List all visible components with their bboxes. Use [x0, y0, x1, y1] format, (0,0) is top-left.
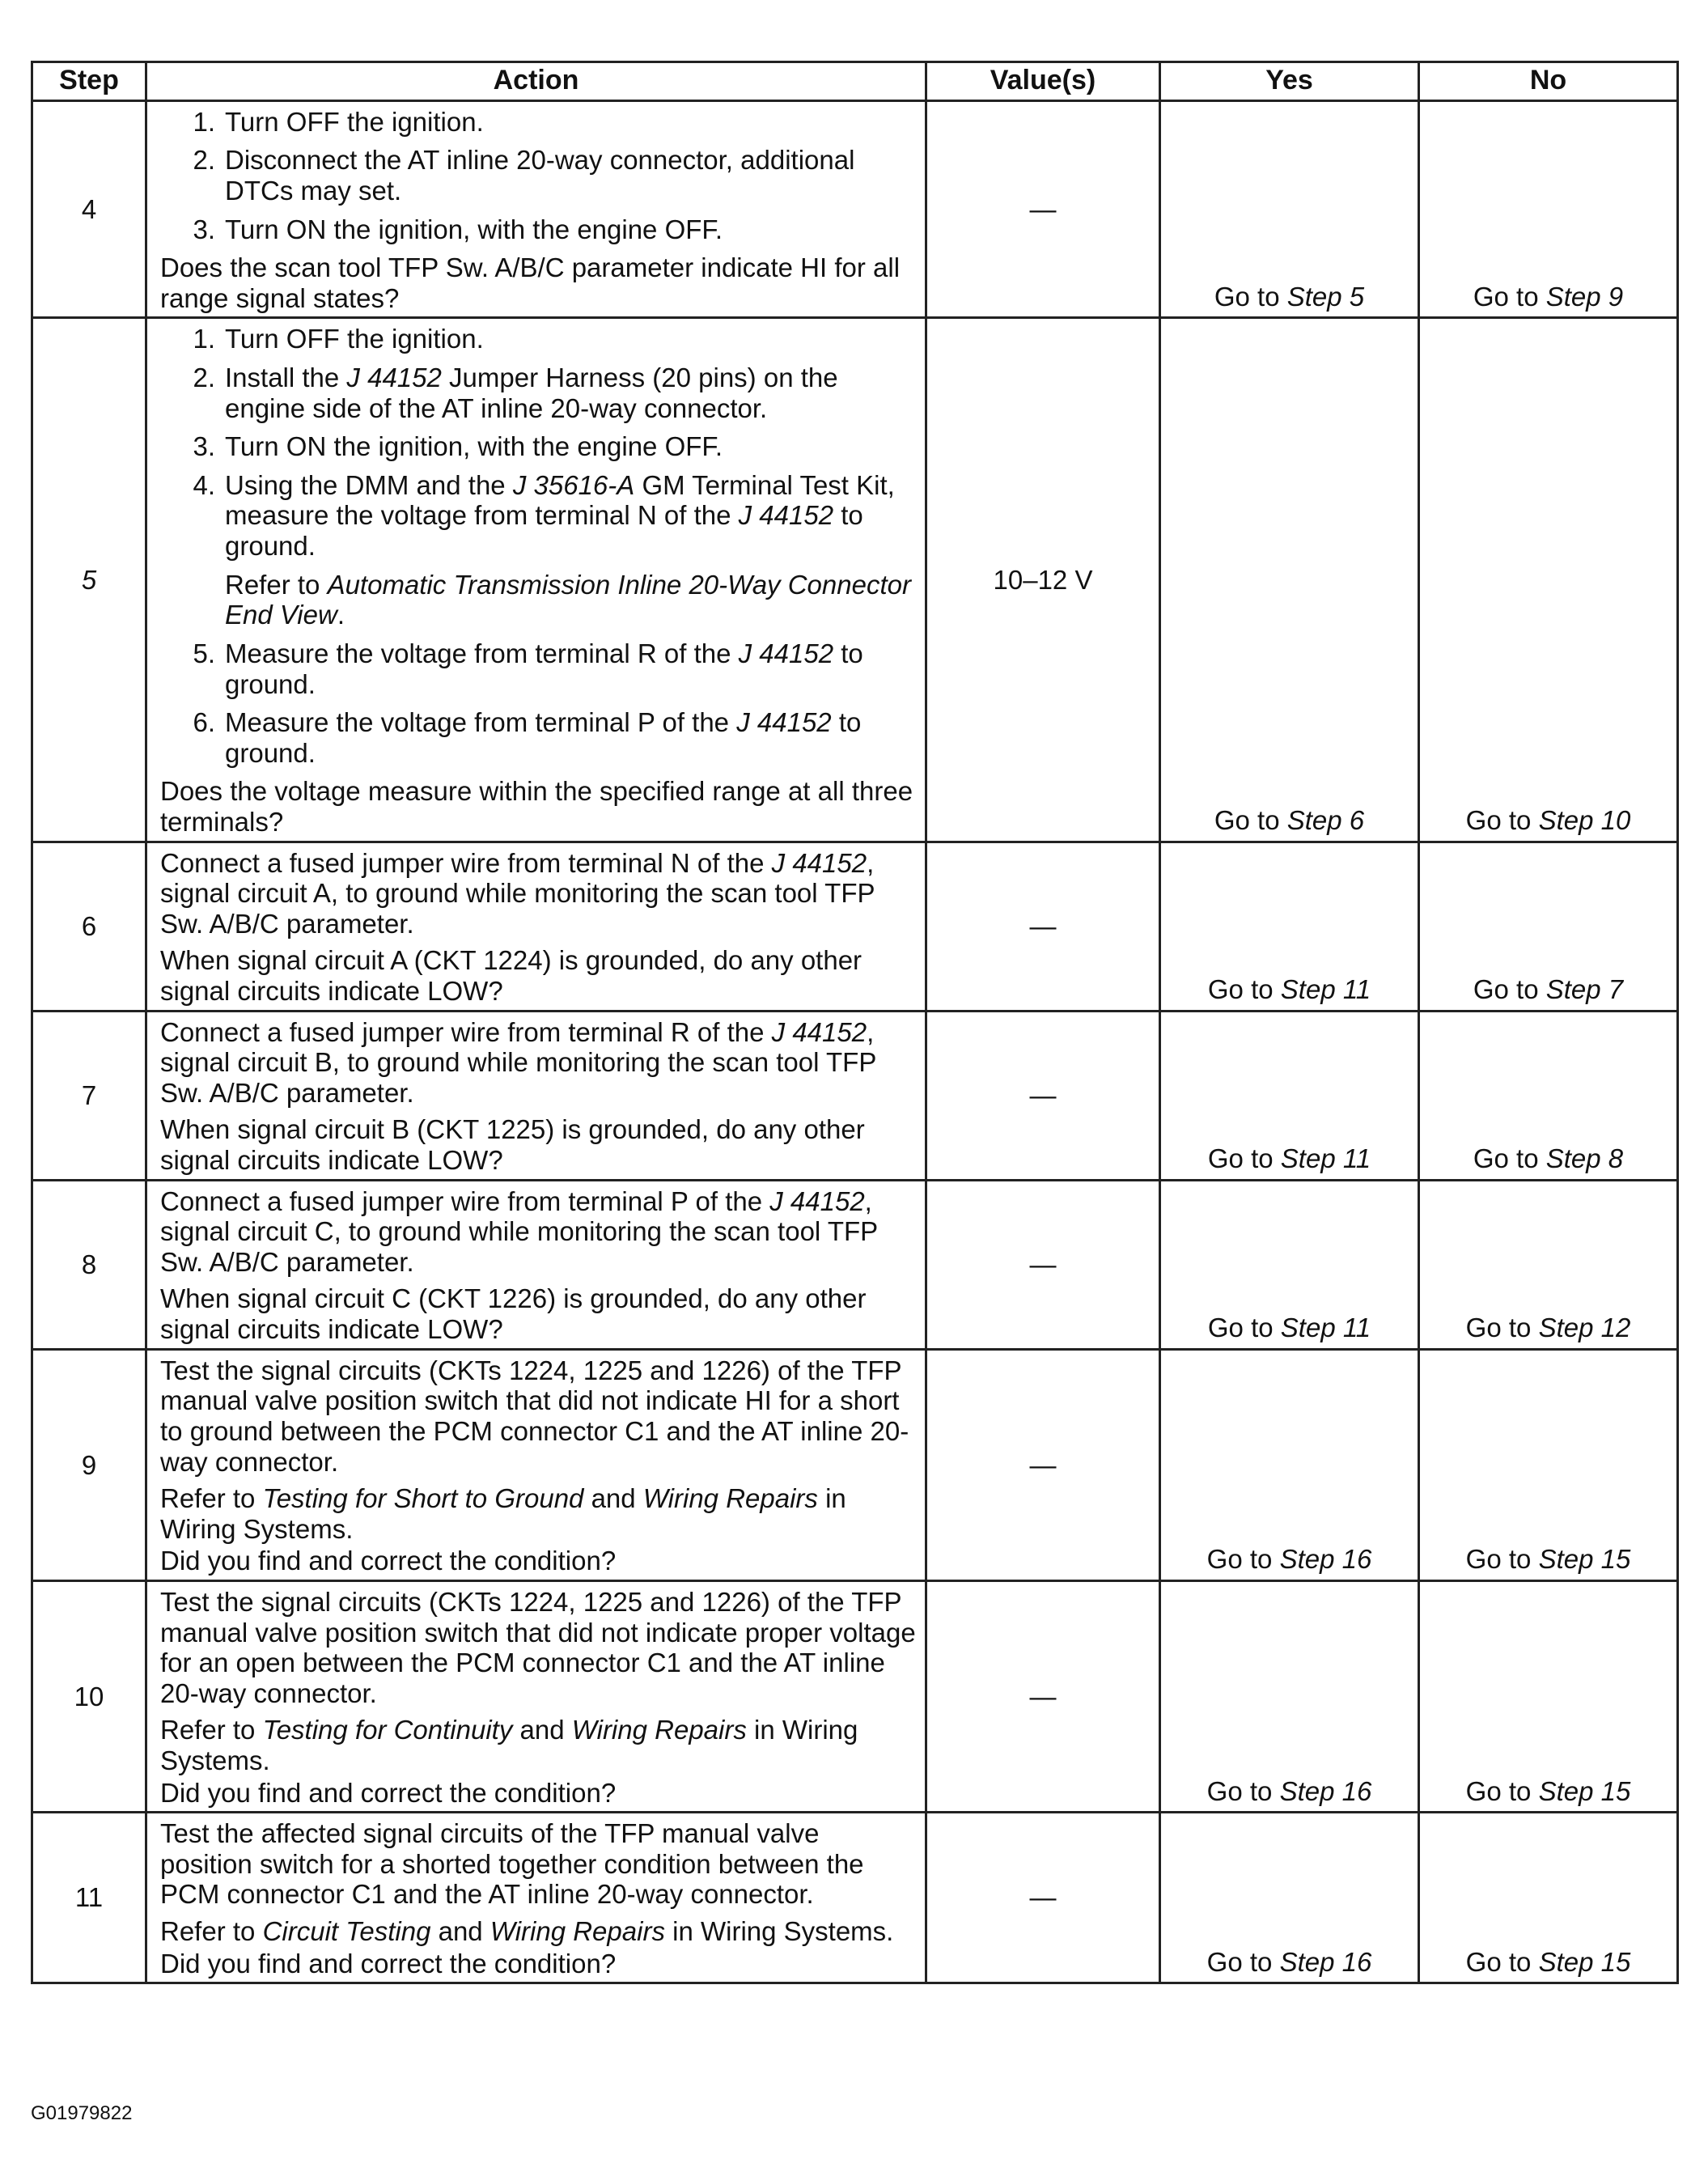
text-run: in Wiring Systems.	[160, 1483, 846, 1544]
text-run: and	[583, 1483, 643, 1514]
no-goto-prefix: Go to	[1465, 1544, 1539, 1575]
action-paragraph	[160, 1017, 917, 1109]
text-run: Did you find and correct the condition?	[160, 1948, 617, 1979]
action-paragraph	[160, 1283, 917, 1344]
table-row	[32, 1349, 1678, 1580]
action-cell	[146, 1813, 926, 1983]
no-goto-step-link[interactable]: Step 15	[1538, 1946, 1631, 1977]
substep-item	[160, 214, 917, 245]
no-goto-step-link[interactable]: Step 10	[1538, 804, 1631, 835]
substep-number: 2.	[193, 145, 215, 176]
substep-number: 1.	[193, 106, 215, 137]
no-goto-step-link[interactable]: Step 7	[1545, 973, 1624, 1004]
substep-item	[160, 707, 917, 768]
action-cell	[146, 1011, 926, 1180]
italic-reference: J 44152	[771, 1016, 867, 1047]
text-run: to ground.	[225, 500, 863, 562]
italic-reference: J 44152	[346, 363, 442, 393]
no-goto-prefix: Go to	[1465, 1946, 1539, 1977]
text-run: .	[337, 600, 345, 630]
text-run: Jumper Harness (20 pins) on the engine side of the AT inline 20-way connector.	[225, 363, 838, 423]
text-run: When signal circuit A (CKT 1224) is grounded, do any other signal circuits indicate LOW?	[160, 945, 862, 1006]
no-cell	[1419, 1813, 1678, 1983]
italic-reference: Wiring Repairs	[571, 1715, 747, 1745]
italic-reference: Wiring Repairs	[642, 1483, 818, 1514]
no-goto-step-link[interactable]: Step 9	[1545, 281, 1624, 312]
text-run: Refer to	[225, 569, 328, 600]
value-cell: —	[926, 1349, 1160, 1580]
no-goto-prefix: Go to	[1465, 1775, 1539, 1806]
no-cell	[1419, 318, 1678, 842]
no-cell	[1419, 1580, 1678, 1812]
yes-cell	[1160, 1813, 1419, 1983]
text-run: GM Terminal Test Kit, measure the voltage from terminal N of the	[225, 469, 895, 531]
text-run: Connect a fused jumper wire from terminal N of the	[160, 847, 772, 878]
substep-item	[160, 470, 917, 562]
yes-cell	[1160, 1011, 1419, 1180]
action-paragraph	[160, 1483, 917, 1544]
value-cell: —	[926, 1813, 1160, 1983]
header-step: Step	[32, 62, 146, 101]
text-run: and	[512, 1715, 572, 1745]
yes-goto-step-link[interactable]: Step 16	[1279, 1946, 1372, 1977]
action-paragraph	[160, 1949, 917, 1979]
step-number: 4	[32, 100, 146, 318]
text-run: , signal circuit A, to ground while monitoring the scan tool TFP Sw. A/B/C parameter.	[160, 847, 875, 939]
yes-cell	[1160, 1180, 1419, 1349]
action-paragraph	[160, 1715, 917, 1775]
yes-goto-step-link[interactable]: Step 11	[1280, 1143, 1371, 1174]
action-paragraph	[160, 1587, 917, 1708]
text-run: Connect a fused jumper wire from terminal P of the	[160, 1185, 770, 1216]
text-run: , signal circuit C, to ground while monitoring the scan tool TFP Sw. A/B/C parameter.	[160, 1185, 878, 1277]
action-paragraph	[160, 1916, 917, 1947]
yes-goto-prefix: Go to	[1214, 281, 1287, 312]
substep-text: Measure the voltage from terminal R of the	[225, 638, 739, 668]
yes-goto-step-link[interactable]: Step 16	[1279, 1775, 1372, 1806]
text-run: Refer to	[160, 1483, 263, 1514]
table-body	[32, 100, 1678, 1983]
substep-text: Turn ON the ignition, with the engine OFF.	[225, 214, 723, 244]
yes-cell	[1160, 1349, 1419, 1580]
italic-reference: Wiring Repairs	[490, 1916, 665, 1947]
text-run: Test the signal circuits (CKTs 1224, 1225 and 1226) of the TFP manual valve position switch that did not indicate HI for a short to ground between the PCM connector C1 and the AT inline 20-way connector.	[160, 1355, 909, 1477]
italic-reference: J 44152	[738, 638, 834, 668]
no-goto-prefix: Go to	[1473, 281, 1546, 312]
figure-id: G01979822	[31, 2102, 133, 2124]
no-goto-prefix: Go to	[1473, 973, 1546, 1004]
action-paragraph	[160, 1546, 917, 1576]
table-row	[32, 1180, 1678, 1349]
italic-reference: Testing for Short to Ground	[262, 1483, 584, 1514]
yes-goto-prefix: Go to	[1207, 1313, 1281, 1343]
step-number: 6	[32, 842, 146, 1011]
substep-number: 2.	[193, 363, 215, 393]
substep-text: Turn OFF the ignition.	[225, 324, 484, 354]
table-row	[32, 100, 1678, 318]
italic-reference: Circuit Testing	[262, 1916, 431, 1947]
yes-goto-step-link[interactable]: Step 16	[1279, 1544, 1372, 1575]
yes-goto-prefix: Go to	[1207, 973, 1281, 1004]
yes-goto-prefix: Go to	[1207, 1143, 1281, 1174]
action-question	[160, 252, 917, 313]
step-number: 8	[32, 1180, 146, 1349]
text-run: Test the affected signal circuits of the TFP manual valve position switch for a shorted together condition between the PCM connector C1 and the AT inline 20-way connector.	[160, 1818, 864, 1910]
header-no: No	[1419, 62, 1678, 101]
substep-list	[160, 107, 917, 244]
substep-number: 3.	[193, 214, 215, 244]
yes-cell	[1160, 1580, 1419, 1812]
substep-list	[160, 324, 917, 768]
no-goto-step-link[interactable]: Step 8	[1545, 1143, 1624, 1174]
no-cell	[1419, 1180, 1678, 1349]
yes-goto-step-link[interactable]: Step 11	[1280, 973, 1371, 1004]
text-run: Does the scan tool TFP Sw. A/B/C parameter indicate HI for all range signal states?	[160, 252, 901, 313]
yes-cell	[1160, 100, 1419, 318]
text-run: Connect a fused jumper wire from terminal R of the	[160, 1016, 772, 1047]
yes-cell	[1160, 318, 1419, 842]
substep-item	[160, 145, 917, 206]
substep-item	[160, 431, 917, 462]
step-number: 5	[32, 318, 146, 842]
action-cell	[146, 1180, 926, 1349]
header-action: Action	[146, 62, 926, 101]
action-paragraph	[160, 945, 917, 1006]
substep-item	[160, 638, 917, 699]
value-cell: 10–12 V	[926, 318, 1160, 842]
text-run: Refer to	[160, 1916, 263, 1947]
text-run: , signal circuit B, to ground while monitoring the scan tool TFP Sw. A/B/C parameter.	[160, 1016, 876, 1108]
text-run: Test the signal circuits (CKTs 1224, 1225 and 1226) of the TFP manual valve position switch that did not indicate proper voltage for an open between the PCM connector C1 and the AT inline 20-way connector.	[160, 1586, 916, 1708]
yes-goto-step-link[interactable]: Step 5	[1286, 281, 1365, 312]
value-cell: —	[926, 100, 1160, 318]
substep-number: 5.	[193, 638, 215, 668]
action-cell	[146, 1580, 926, 1812]
step-number: 11	[32, 1813, 146, 1983]
substep-item	[160, 107, 917, 138]
text-run: in Wiring Systems.	[160, 1715, 858, 1775]
value-cell: —	[926, 842, 1160, 1011]
no-cell	[1419, 1011, 1678, 1180]
yes-goto-prefix: Go to	[1206, 1946, 1280, 1977]
yes-cell	[1160, 842, 1419, 1011]
action-cell	[146, 318, 926, 842]
substep-text: Using the DMM and the	[225, 469, 513, 500]
substep-item	[160, 324, 917, 354]
no-cell	[1419, 1349, 1678, 1580]
table-row	[32, 1813, 1678, 1983]
italic-reference: J 44152	[769, 1185, 865, 1216]
substep-text: Turn OFF the ignition.	[225, 106, 484, 137]
yes-goto-prefix: Go to	[1214, 804, 1287, 835]
text-run: Refer to	[160, 1715, 263, 1745]
text-run: to ground.	[225, 638, 863, 699]
action-paragraph	[160, 1186, 917, 1278]
text-run: When signal circuit C (CKT 1226) is grounded, do any other signal circuits indicate LOW?	[160, 1283, 867, 1345]
no-goto-prefix: Go to	[1465, 804, 1539, 835]
italic-reference: J 44152	[771, 847, 867, 878]
header-row	[32, 62, 1678, 101]
action-question	[160, 776, 917, 837]
text-run: and	[430, 1916, 490, 1947]
italic-reference: J 44152	[736, 707, 832, 738]
no-goto-prefix: Go to	[1473, 1143, 1546, 1174]
action-paragraph	[160, 1818, 917, 1910]
text-run: Did you find and correct the condition?	[160, 1546, 617, 1576]
no-goto-step-link[interactable]: Step 15	[1538, 1775, 1631, 1806]
text-run: to ground.	[225, 707, 862, 768]
header-values: Value(s)	[926, 62, 1160, 101]
value-cell: —	[926, 1011, 1160, 1180]
substep-number: 6.	[193, 707, 215, 738]
action-cell	[146, 1349, 926, 1580]
table-row	[32, 842, 1678, 1011]
value-cell: —	[926, 1180, 1160, 1349]
italic-reference: J 35616-A	[512, 469, 635, 500]
italic-reference: Automatic Transmission Inline 20-Way Connector End View	[225, 569, 911, 630]
substep-item	[160, 363, 917, 423]
diagnostic-table	[31, 61, 1679, 1984]
text-run: in Wiring Systems.	[664, 1916, 894, 1947]
yes-goto-step-link[interactable]: Step 11	[1280, 1313, 1371, 1343]
text-run: Does the voltage measure within the specified range at all three terminals?	[160, 776, 913, 837]
yes-goto-prefix: Go to	[1206, 1775, 1280, 1806]
no-goto-step-link[interactable]: Step 15	[1538, 1544, 1631, 1575]
no-cell	[1419, 842, 1678, 1011]
no-goto-prefix: Go to	[1465, 1313, 1539, 1343]
text-run: Did you find and correct the condition?	[160, 1777, 617, 1808]
substep-text: Turn ON the ignition, with the engine OFF.	[225, 431, 723, 462]
table-row	[32, 1580, 1678, 1812]
step-number: 9	[32, 1349, 146, 1580]
action-paragraph	[160, 1355, 917, 1477]
table-row	[32, 318, 1678, 842]
substep-text: Measure the voltage from terminal P of the	[225, 707, 737, 738]
substep-number: 3.	[193, 431, 215, 462]
substep-text: Install the	[225, 363, 347, 393]
action-cell	[146, 842, 926, 1011]
italic-reference: Testing for Continuity	[262, 1715, 513, 1745]
value-cell: —	[926, 1580, 1160, 1812]
table-row	[32, 1011, 1678, 1180]
action-paragraph	[160, 848, 917, 939]
action-paragraph	[160, 1114, 917, 1175]
header-yes: Yes	[1160, 62, 1419, 101]
substep-number: 4.	[193, 469, 215, 500]
text-run: When signal circuit B (CKT 1225) is grounded, do any other signal circuits indicate LOW?	[160, 1114, 865, 1176]
yes-goto-prefix: Go to	[1206, 1544, 1280, 1575]
yes-goto-step-link[interactable]: Step 6	[1286, 804, 1365, 835]
action-cell	[146, 100, 926, 318]
action-paragraph	[160, 1778, 917, 1809]
step-number: 10	[32, 1580, 146, 1812]
no-goto-step-link[interactable]: Step 12	[1538, 1313, 1631, 1343]
no-cell	[1419, 100, 1678, 318]
step-number: 7	[32, 1011, 146, 1180]
substep-note	[160, 570, 917, 630]
substep-number: 1.	[193, 324, 215, 354]
italic-reference: J 44152	[738, 500, 834, 531]
substep-text: Disconnect the AT inline 20-way connector, additional DTCs may set.	[225, 145, 855, 206]
